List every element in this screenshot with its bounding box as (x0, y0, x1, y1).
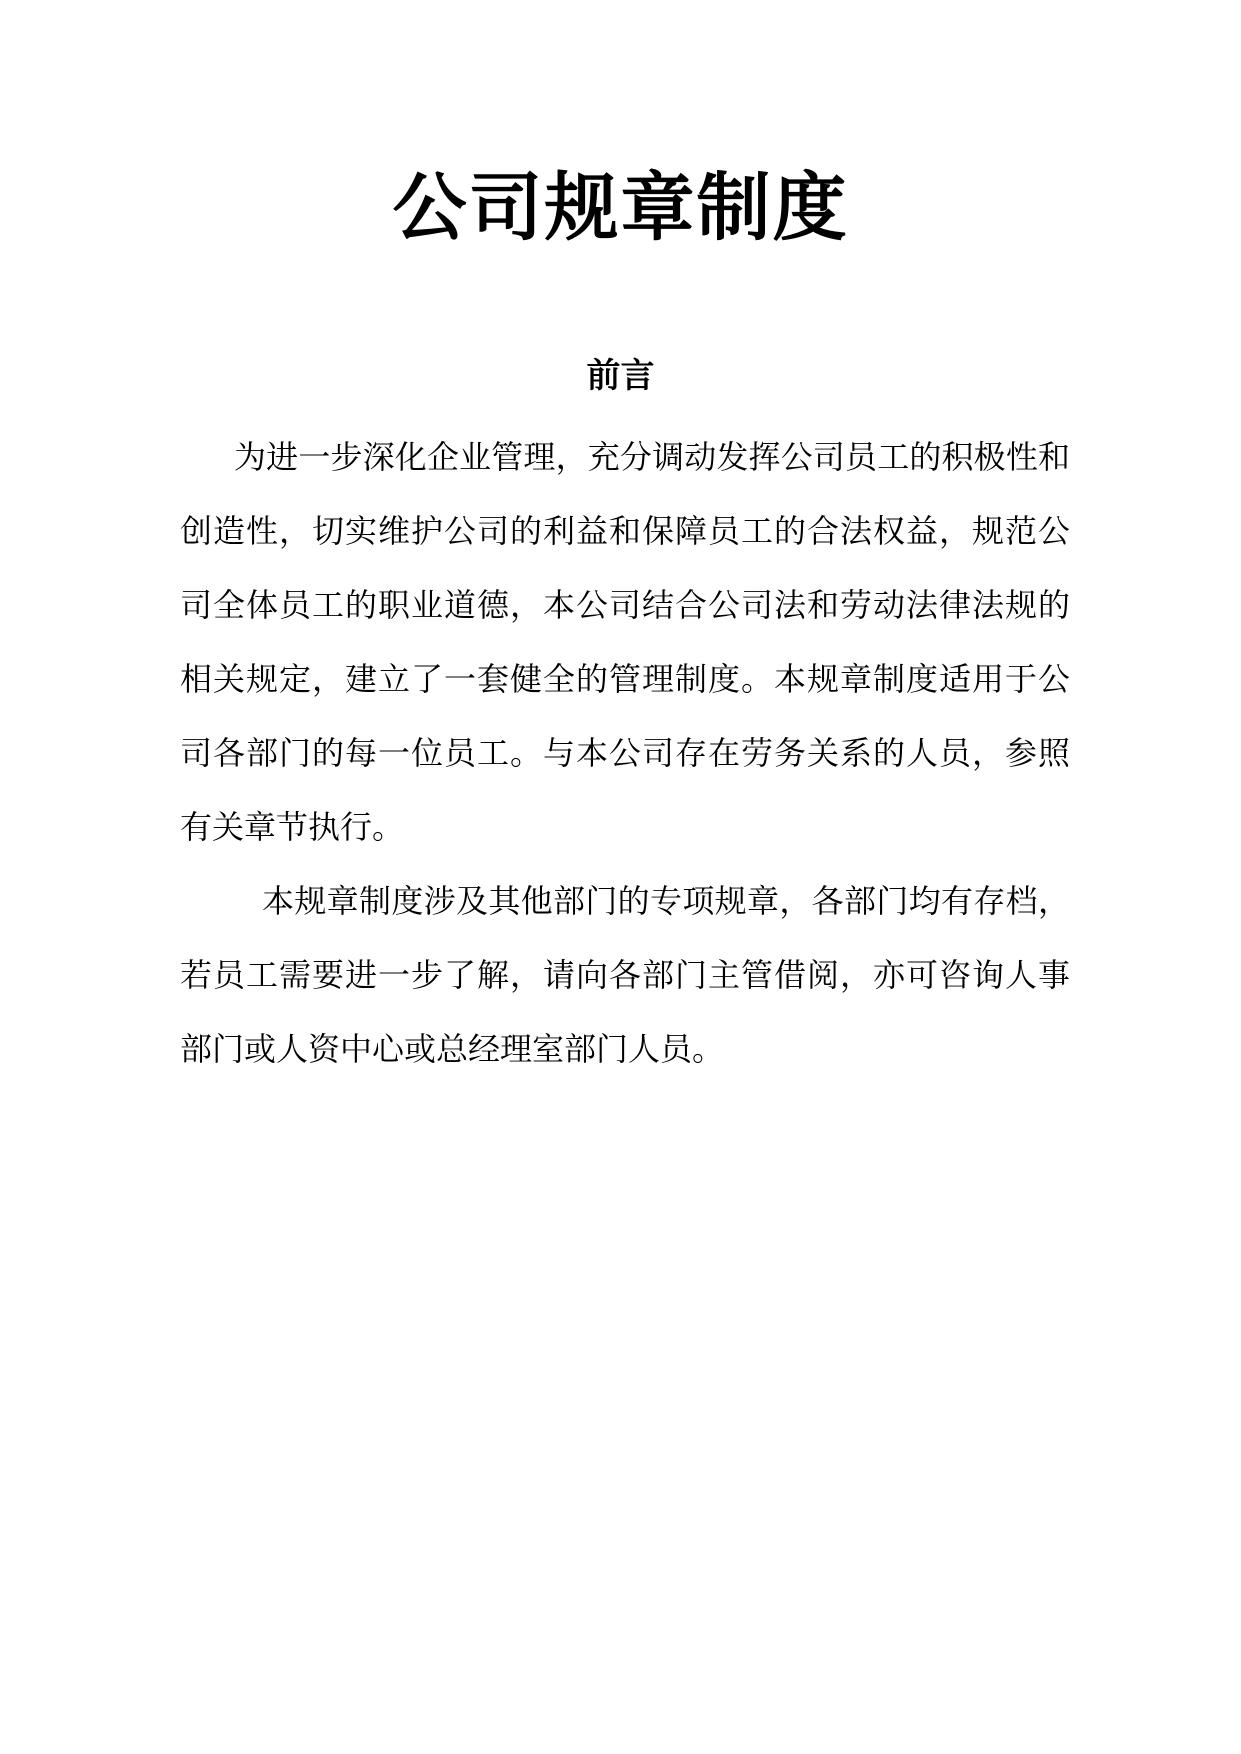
preface-heading: 前言 (586, 356, 655, 396)
preface-paragraph-1: 为进一步深化企业管理，充分调动发挥公司员工的积极性和创造性，切实维护公司的利益和保障员工的合法权益，规范公司全体员工的职业道德，本公司结合公司法和劳动法律法规的相关规定，建立了一套健全的管理制度。本规章制度适用于公司各部门的每一位员工。与本公司存在劳务关系的人员，参照有关章节执行。 (180, 438, 1070, 846)
document-title: 公司规章制度 (392, 165, 849, 251)
preface-paragraph-2: 本规章制度涉及其他部门的专项规章，各部门均有存档，若员工需要进一步了解，请向各部门主管借阅，亦可咨询人事部门或人资中心或总经理室部门人员。 (180, 882, 1070, 1068)
